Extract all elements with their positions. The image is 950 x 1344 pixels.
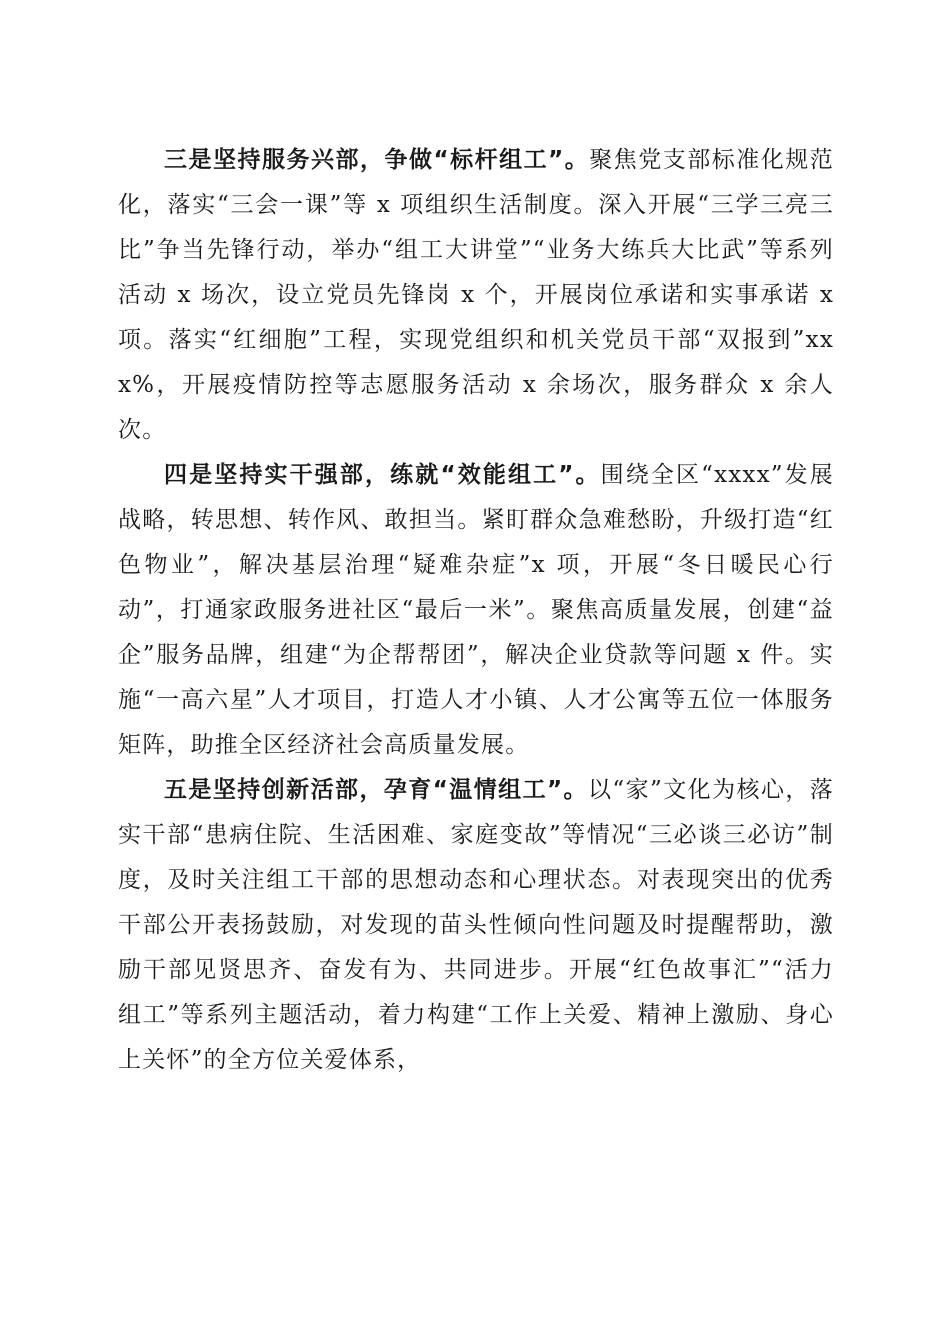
paragraph-text: 以“家”文化为核心，落实干部“患病住院、生活困难、家庭变故”等情况“三必谈三必访”制度，及时关注组工干部的思想动态和心理状态。对表现突出的优秀干部公开表扬鼓励，对发现的苗头性倾向性问题及时提醒帮助，激励干部见贤思齐、奋发有为、共同进步。开展“红色故事汇”“活力组工”等系列主题活动，着力构建“工作上关爱、精神上激励、身心上关怀”的全方位关爱体系， — [118, 777, 835, 1073]
paragraph-text: 聚焦党支部标准化规范化，落实“三会一课”等 x 项组织生活制度。深入开展“三学三亮三比”争当先锋行动，举办“组工大讲堂”“业务大练兵大比武”等系列活动 x 场次，设立党员先锋岗 x 个，开展岗位承诺和实事承诺 x 项。落实“红细胞”工程，实现党组织和机关党员干部“双报到”xxx%，开展疫情防控等志愿服务活动 x 余场次，服务群众 x 余人次。 — [118, 147, 835, 443]
paragraph-lead-heading: 三是坚持服务兴部，争做“标杆组工”。 — [164, 147, 590, 173]
paragraph-efficiency — [118, 453, 834, 768]
paragraph-service — [118, 138, 834, 453]
document-body — [118, 138, 834, 1083]
paragraph-warmth — [118, 768, 834, 1083]
paragraph-lead-heading: 四是坚持实干强部，练就“效能组工”。 — [164, 462, 601, 488]
paragraph-text: 围绕全区“xxxx”发展战略，转思想、转作风、敢担当。紧盯群众急难愁盼，升级打造“红色物业”，解决基层治理“疑难杂症”x 项，开展“冬日暖民心行动”，打通家政服务进社区“最后一米”。聚焦高质量发展，创建“益企”服务品牌，组建“为企帮帮团”，解决企业贷款等问题 x 件。实施“一高六星”人才项目，打造人才小镇、人才公寓等五位一体服务矩阵，助推全区经济社会高质量发展。 — [118, 462, 834, 758]
paragraph-lead-heading: 五是坚持创新活部，孕育“温情组工”。 — [164, 777, 588, 803]
